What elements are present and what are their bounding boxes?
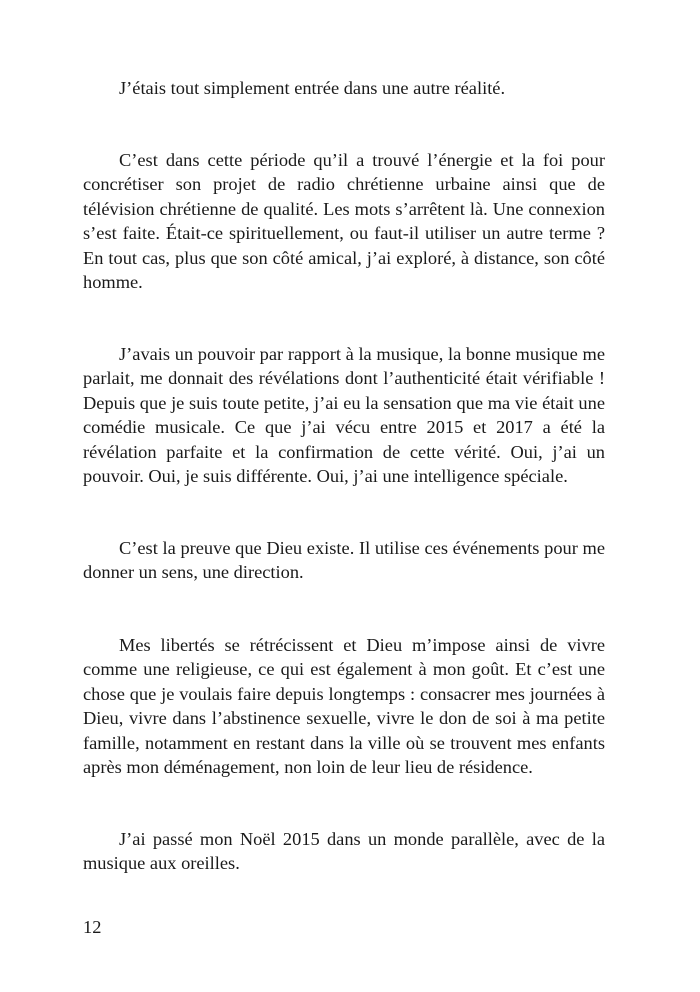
paragraph-6: J’ai passé mon Noël 2015 dans un monde parallèle, avec de la musique aux oreilles. [83, 829, 605, 874]
page-number: 12 [83, 917, 102, 937]
paragraph-2: C’est dans cette période qu’il a trouvé l’énergie et la foi pour concrétiser son projet de radio chrétienne urbaine ainsi que de télévision chrétienne de qualité. Les mots s’arrêtent là. Une connexion s’est faite. Était-ce spirituellement, ou faut-il utiliser un autre terme ? En tout cas, plus que son côté amical, j’ai exploré, à distance, son côté homme. [83, 150, 605, 293]
paragraph-3: J’avais un pouvoir par rapport à la musique, la bonne musique me parlait, me donnait des révélations dont l’authenticité était vérifiable ! Depuis que je suis toute petite, j’ai eu la sensation que ma vie était une comédie musicale. Ce que j’ai vécu entre 2015 et 2017 a été la révélation parfaite et la confirmation de cette vérité. Oui, j’ai un pouvoir. Oui, je suis différente. Oui, j’ai une intelligence spéciale. [83, 344, 605, 487]
paragraph-4: C’est la preuve que Dieu existe. Il utilise ces événements pour me donner un sens, une direction. [83, 538, 605, 583]
paragraph-5: Mes libertés se rétrécissent et Dieu m’impose ainsi de vivre comme une religieuse, ce qui est également à mon goût. Et c’est une chose que je voulais faire depuis longtemps : consacrer mes journées à Dieu, vivre dans l’abstinence sexuelle, vivre le don de soi à ma petite famille, notamment en restant dans la ville où se trouvent mes enfants après mon déménagement, non loin de leur lieu de résidence. [83, 635, 605, 778]
paragraph-1: J’étais tout simplement entrée dans une autre réalité. [119, 78, 506, 98]
